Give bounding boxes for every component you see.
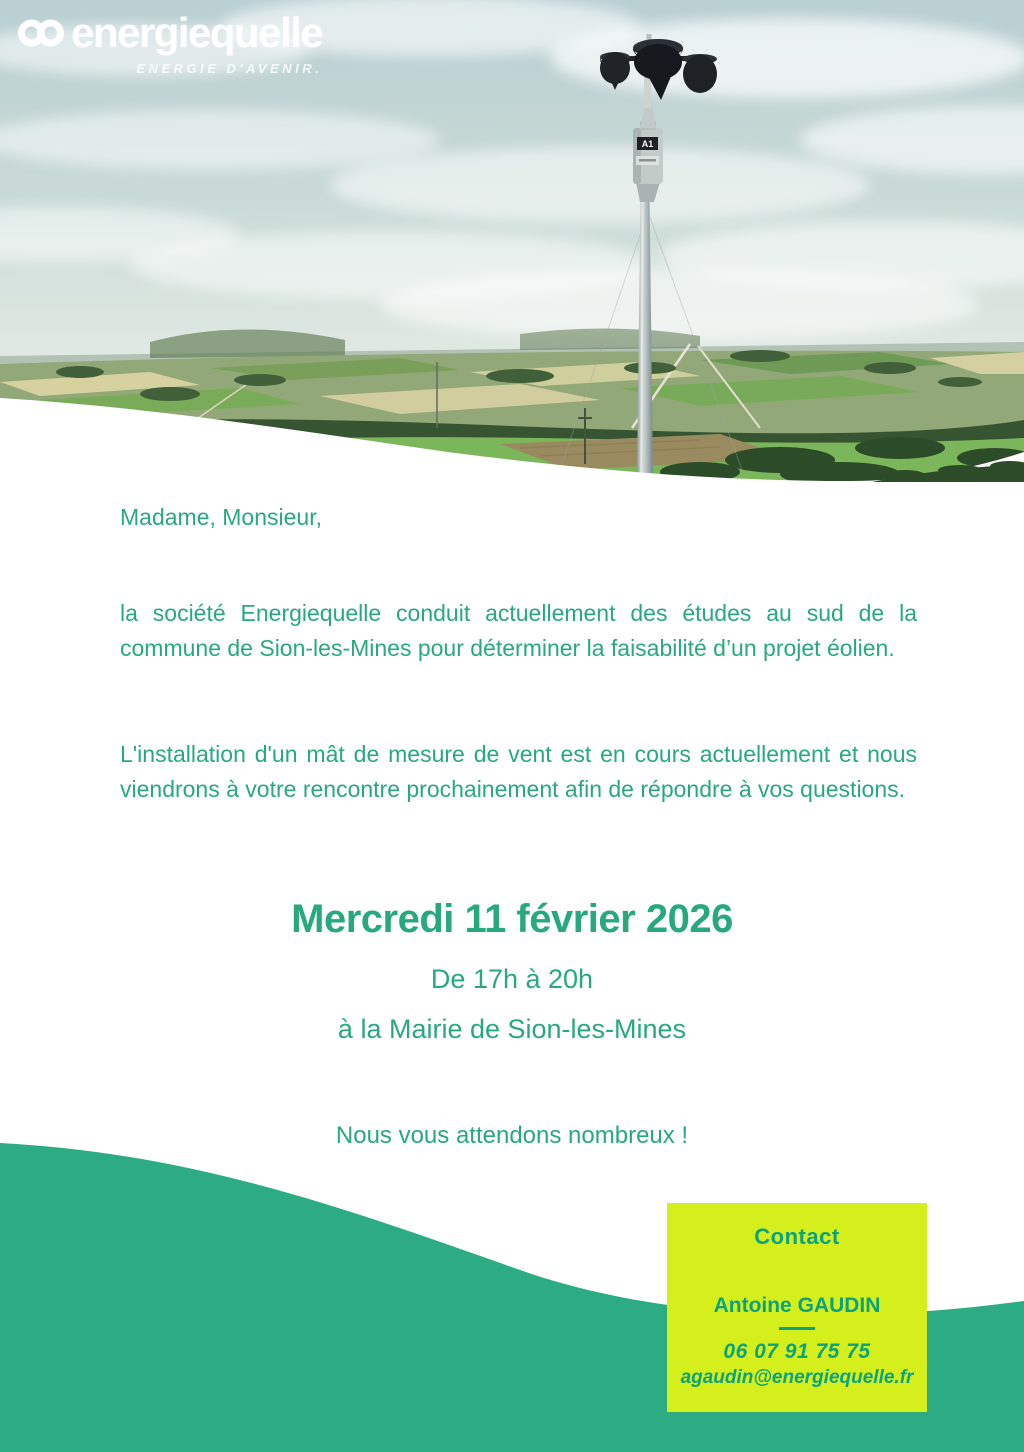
paragraph-mast: L'installation d'un mât de mesure de vent est en cours actuellement et nous viendrons à votre rencontre prochainement afin de répondre à vos questions. <box>120 741 917 802</box>
event-date-heading: Mercredi 11 février 2026 <box>291 897 733 941</box>
contact-title: Contact <box>754 1224 840 1249</box>
paragraph-studies: la société Energiequelle conduit actuellement des études au sud de la commune de Sion-les-Mines pour déterminer la faisabilité d’un projet éolien. <box>120 600 917 661</box>
infinity-logo-icon <box>18 15 66 51</box>
contact-email: agaudin@energiequelle.fr <box>680 1367 914 1388</box>
mast-label-text: A1 <box>641 139 654 149</box>
contact-name: Antoine GAUDIN <box>713 1294 881 1317</box>
energiequelle-logo <box>18 9 323 76</box>
event-time: De 17h à 20h <box>430 964 594 994</box>
event-place: à la Mairie de Sion-les-Mines <box>337 1014 687 1044</box>
contact-divider <box>779 1327 815 1330</box>
closing-line: Nous vous attendons nombreux ! <box>335 1122 689 1149</box>
header-photo <box>0 0 1024 482</box>
logo-wordmark: energiequelle <box>71 9 323 56</box>
salutation: Madame, Monsieur, <box>120 504 322 530</box>
contact-phone: 06 07 91 75 75 <box>723 1340 871 1363</box>
contact-card <box>667 1203 927 1412</box>
logo-tagline: ENERGIE D'AVENIR. <box>136 61 323 76</box>
